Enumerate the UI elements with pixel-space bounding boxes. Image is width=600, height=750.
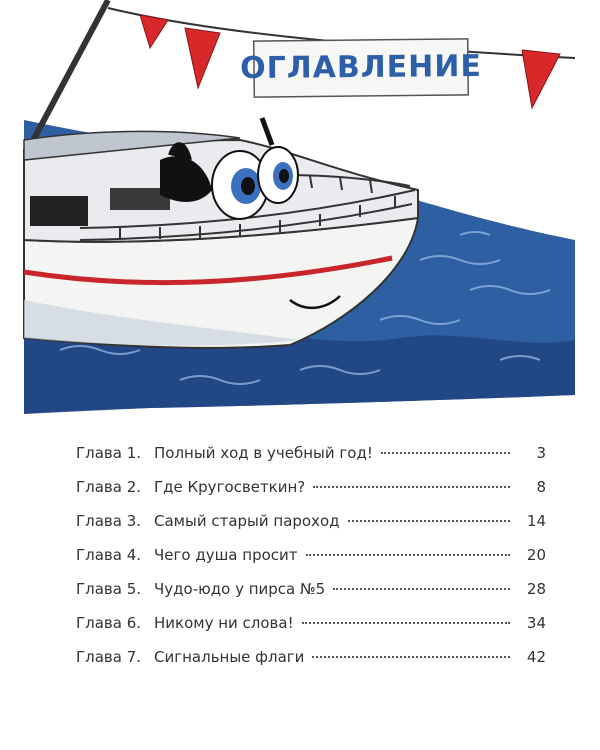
toc-page-number: 28 [526, 580, 546, 598]
toc-leader-dots [381, 451, 510, 454]
toc-item[interactable] [76, 436, 546, 470]
toc-item[interactable] [76, 606, 546, 640]
boat-eye-right-pupil [279, 169, 289, 183]
cabin-window [30, 196, 88, 226]
toc-item[interactable] [76, 572, 546, 606]
eye-antenna [262, 118, 272, 145]
toc-chapter-number: Глава 3. [76, 512, 142, 530]
boat-eye-left-pupil [241, 177, 255, 195]
flag-red-1 [140, 15, 168, 48]
banner-title: ОГЛАВЛЕНИЕ [239, 48, 483, 86]
toc-chapter-title: Сигнальные флаги [154, 648, 305, 666]
mast [28, 0, 108, 150]
toc-chapter-number: Глава 4. [76, 546, 142, 564]
toc-leader-dots [348, 519, 510, 522]
toc-chapter-title: Полный ход в учебный год! [154, 444, 373, 462]
toc-chapter-title: Где Кругосветкин? [154, 478, 306, 496]
toc-leader-dots [312, 655, 510, 658]
toc-page-number: 3 [536, 444, 546, 462]
toc-chapter-number: Глава 2. [76, 478, 142, 496]
toc-item[interactable] [76, 504, 546, 538]
flag-red-2 [185, 28, 220, 88]
toc-chapter-title: Самый старый пароход [154, 512, 340, 530]
table-of-contents [76, 436, 546, 674]
toc-item[interactable] [76, 640, 546, 674]
toc-page-number: 8 [536, 478, 546, 496]
toc-page-number: 14 [526, 512, 546, 530]
toc-chapter-number: Глава 6. [76, 614, 142, 632]
toc-leader-dots [302, 621, 510, 624]
toc-leader-dots [306, 553, 510, 556]
toc-page-number: 42 [526, 648, 546, 666]
toc-chapter-title: Чудо-юдо у пирса №5 [154, 580, 326, 598]
toc-chapter-number: Глава 5. [76, 580, 142, 598]
toc-leader-dots [333, 587, 510, 590]
toc-chapter-number: Глава 1. [76, 444, 142, 462]
toc-item[interactable] [76, 538, 546, 572]
toc-chapter-title: Чего душа просит [154, 546, 298, 564]
toc-leader-dots [313, 485, 510, 488]
toc-page-number: 20 [526, 546, 546, 564]
toc-chapter-title: Никому ни слова! [154, 614, 294, 632]
flag-red-3 [522, 50, 560, 108]
toc-page-number: 34 [526, 614, 546, 632]
toc-chapter-number: Глава 7. [76, 648, 142, 666]
toc-item[interactable] [76, 470, 546, 504]
